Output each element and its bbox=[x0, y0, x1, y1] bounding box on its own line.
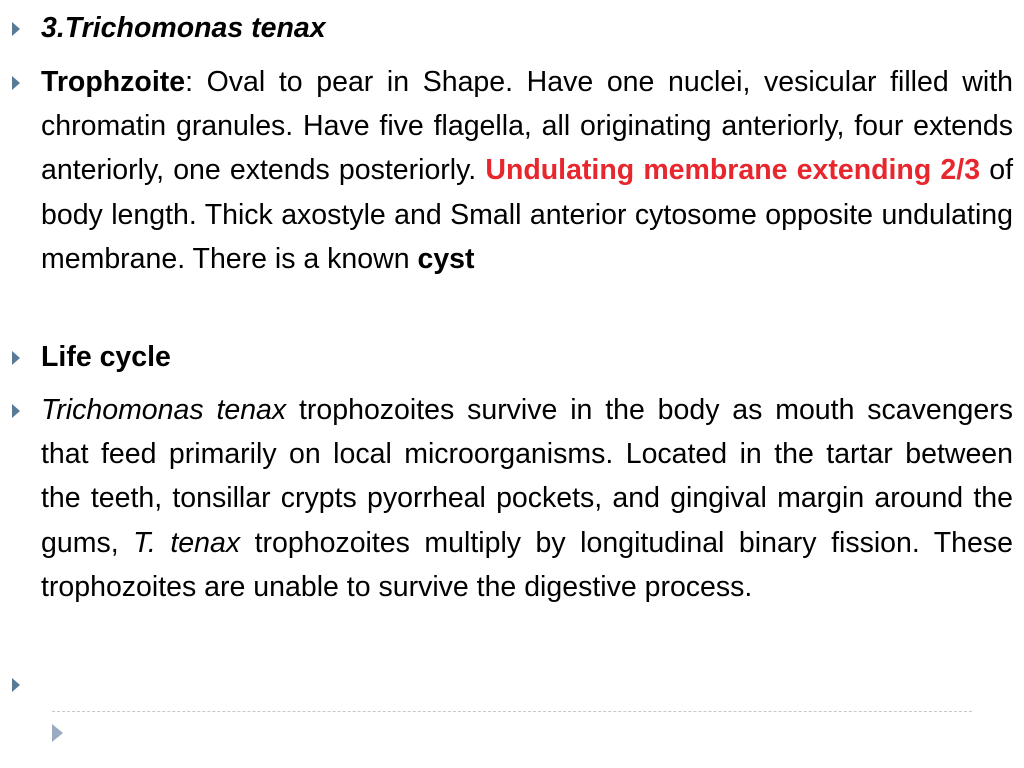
species-name: Trichomonas tenax bbox=[41, 394, 287, 426]
trophozoite-paragraph bbox=[41, 60, 1013, 281]
section-title bbox=[41, 6, 1013, 50]
footer-triangle-icon bbox=[52, 724, 63, 742]
undulating-membrane-highlight: Undulating membrane extending 2/3 bbox=[485, 154, 981, 187]
bullet-arrow-icon bbox=[12, 22, 20, 36]
trophozoite-text-2: of body length. Thick axostyle and Small anterior cytosome opposite undulating membrane. There is a known bbox=[41, 154, 1013, 275]
bullet-arrow-icon bbox=[12, 678, 20, 692]
life-cycle-text-2: trophozoites multiply by longitudinal binary fission. These trophozoites are unable to survive the digestive process. bbox=[41, 526, 1013, 603]
bullet-arrow-icon bbox=[12, 76, 20, 90]
term-trophozoite: Trophzoite bbox=[41, 66, 186, 98]
term-cyst: cyst bbox=[417, 242, 475, 275]
species-short-name: T. tenax bbox=[133, 526, 241, 559]
trophozoite-text-1: Oval to pear in Shape. Have one nuclei, vesicular filled with chromatin granules. Have five flagella, all originating anteriorly, four extends anteriorly, one extends posteriorly. bbox=[41, 66, 1013, 187]
bullet-arrow-icon bbox=[12, 404, 20, 418]
life-cycle-paragraph bbox=[41, 388, 1013, 609]
bullet-arrow-icon bbox=[12, 351, 20, 365]
life-cycle-heading: Life cycle bbox=[41, 341, 171, 373]
section-number: 3. bbox=[41, 12, 65, 44]
species-title: Trichomonas tenax bbox=[64, 12, 326, 44]
life-cycle-text-1: trophozoites survive in the body as mouth scavengers that feed primarily on local microorganisms. Located in the tartar between the teeth, tonsillar crypts pyorrheal pockets, and gingival margin around the gums, bbox=[41, 394, 1013, 559]
footer-divider bbox=[52, 711, 972, 712]
term-colon: : bbox=[185, 66, 193, 98]
